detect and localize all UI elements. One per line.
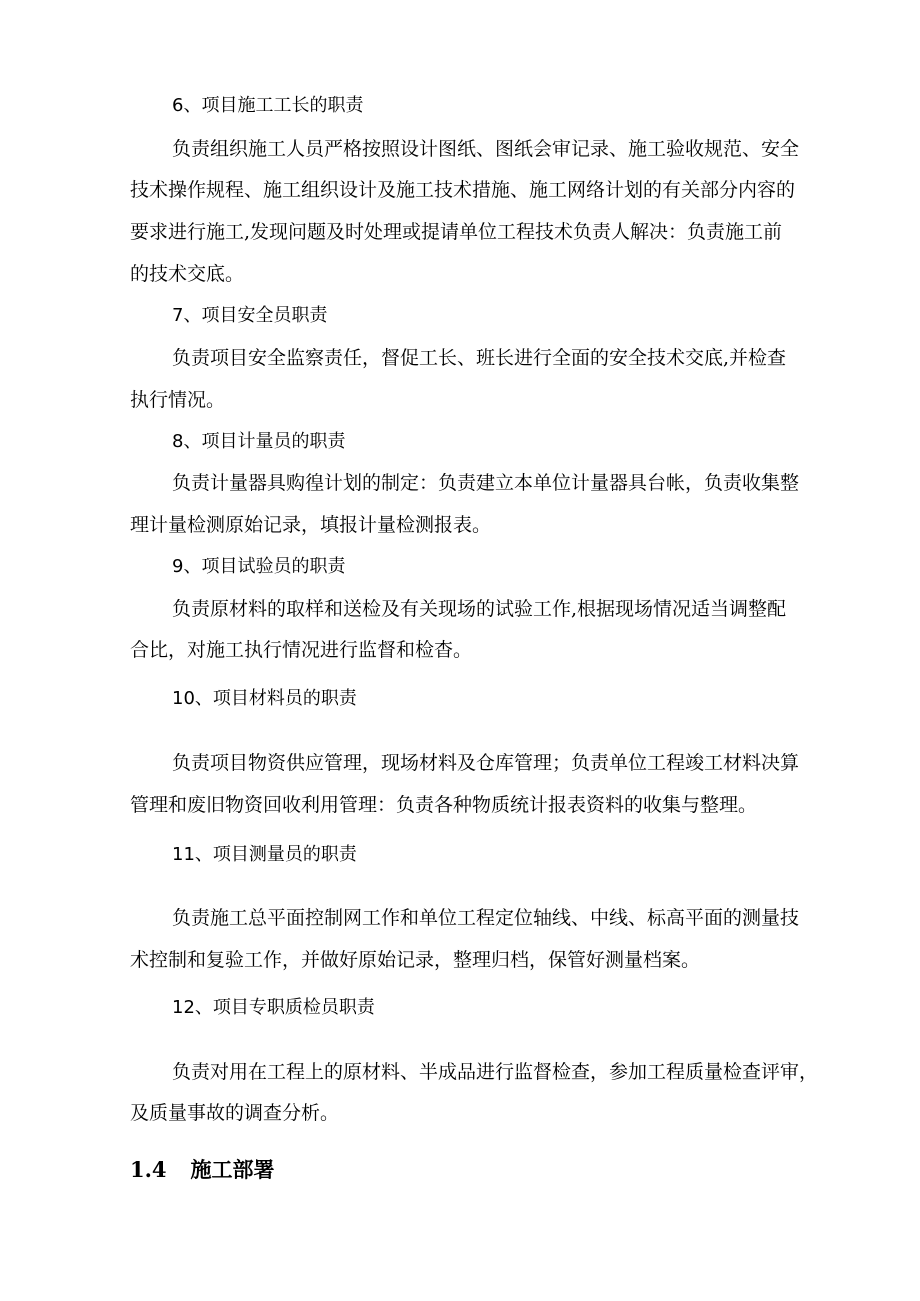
item-heading-9: 9、项目试验员的职责: [172, 556, 346, 577]
paragraph-line: 负责项目安全监察责任，督促工长、班长进行全面的安全技术交底,并检查: [172, 347, 787, 369]
item-heading-10: 10、项目材料员的职责: [172, 688, 357, 709]
item-heading-7: 7、项目安全员职责: [172, 305, 328, 326]
paragraph-line: 及质量事故的调查分析。: [130, 1102, 340, 1124]
item-heading-8: 8、项目计量员的职责: [172, 431, 346, 452]
item-heading-11: 11、项目测量员的职责: [172, 844, 357, 865]
paragraph-line: 负责对用在工程上的原材料、半成品进行监督检查，参加工程质量检查评审，: [172, 1061, 819, 1083]
paragraph-line: 负责原材料的取样和送检及有关现场的试验工作,根据现场情况适当调整配: [172, 598, 787, 620]
paragraph-line: 负责计量器具购徨计划的制定：负责建立本单位计量器具台帐，负责收集整: [172, 472, 800, 494]
item-heading-12: 12、项目专职质检员职责: [172, 997, 375, 1018]
paragraph-line: 理计量检测原始记录，填报计量检测报表。: [130, 514, 492, 536]
paragraph-line: 要求进行施工,发现问题及时处理或提请单位工程技术负责人解决：负责施工前: [130, 221, 783, 243]
paragraph-line: 合比，对施工执行情况进行监督和检杳。: [130, 639, 473, 661]
item-heading-6: 6、项目施工工长的职责: [172, 95, 364, 116]
paragraph-line: 管理和废旧物资回收利用管理：负责各种物质统计报表资料的收集与整理。: [130, 794, 758, 816]
paragraph-line: 技术操作规程、施工组织设计及施工技术措施、施工网络计划的有关部分内容的: [130, 179, 796, 201]
paragraph-line: 执行情况。: [130, 389, 226, 411]
paragraph-line: 负责项目物资供应管理，现场材料及仓库管理；负责单位工程竣工材料决算: [172, 752, 800, 774]
paragraph-line: 负责组织施工人员严格按照设计图纸、图纸会审记录、施工验收规范、安全: [172, 138, 800, 160]
section-number: 1.4: [130, 1157, 167, 1182]
paragraph-line: 术控制和复验工作，并做好原始记录，整理归档，保管好测量档案。: [130, 949, 701, 971]
section-heading: [130, 1157, 275, 1183]
paragraph-line: 的技术交底。: [130, 263, 245, 285]
section-title: 施工部署: [190, 1158, 275, 1182]
paragraph-line: 负责施工总平面控制网工作和单位工程定位轴线、中线、标高平面的测量技: [172, 907, 800, 929]
